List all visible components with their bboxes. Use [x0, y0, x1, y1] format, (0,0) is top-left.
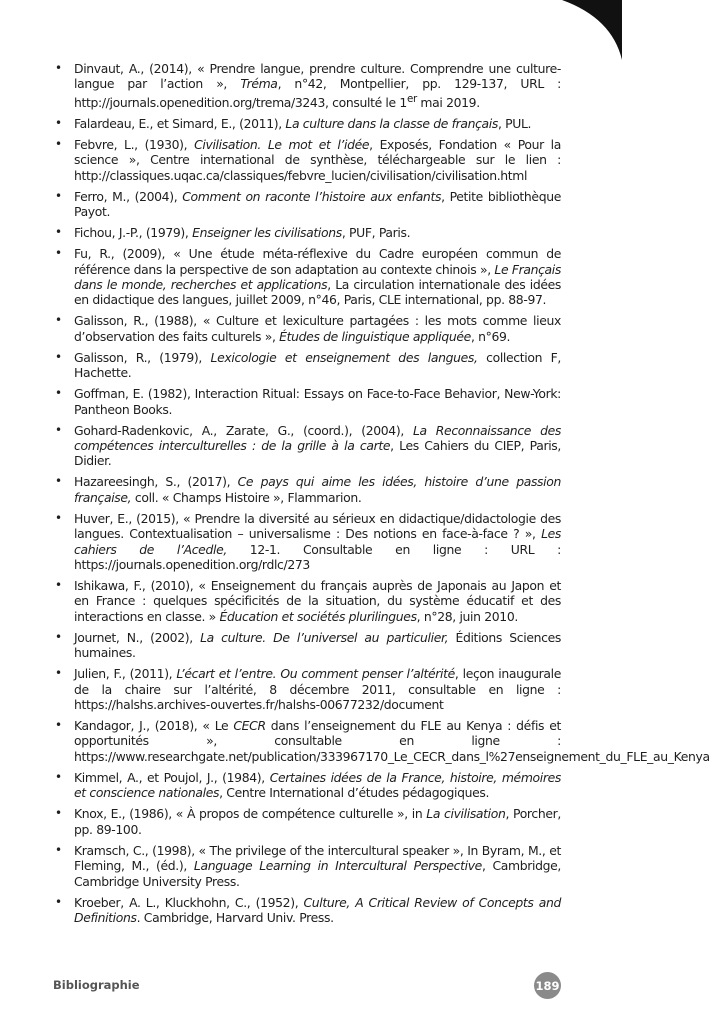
entry-title-italic: Tréma	[240, 76, 278, 92]
bullet-icon: •	[55, 115, 62, 130]
entry-title-italic: Les cahiers de l’Acedle,	[74, 526, 561, 557]
entry-text: Dinvaut, A., (2014), « Prendre langue, prendre culture. Comprendre une culture-langue par l’action »,	[74, 61, 561, 92]
bullet-icon: •	[55, 474, 62, 489]
entry-text: , Cambridge, Cambridge University Press.	[74, 858, 562, 889]
entry-text: Journet, N., (2002),	[74, 629, 201, 645]
entry-text: collection F, Hachette.	[74, 349, 561, 381]
entry-text: Galisson, R., (1979),	[74, 349, 211, 365]
entry-text: Ishikawa, F., (2010), « Enseignement du français auprès de Japonais au Japon et en France : quelques spécificités de la situation, du système éducatif et des interactions en classe. »	[74, 578, 561, 624]
bibliography-entry	[53, 895, 561, 926]
entry-title-italic: Certaines idées de la France, histoire, mémoires et conscience nationales	[74, 769, 561, 801]
entry-title-italic: Ce pays qui aime les idées, histoire d’une passion française,	[74, 474, 561, 505]
bibliography-entry	[53, 137, 561, 183]
bibliography-entry	[53, 350, 561, 381]
bibliography-entry	[53, 313, 561, 344]
bullet-icon: •	[55, 718, 62, 733]
entry-text: Knox, E., (1986), « À propos de compétence culturelle », in	[74, 806, 427, 822]
bibliography-entry	[53, 511, 561, 573]
entry-text: Kandagor, J., (2018), « Le	[74, 718, 234, 734]
entry-text: , Centre International d’études pédagogiques.	[219, 785, 490, 801]
bibliography-entry	[53, 718, 710, 764]
entry-superscript: er	[406, 92, 417, 105]
bibliography-entry	[53, 423, 561, 469]
entry-text: , n°28, juin 2010.	[416, 608, 518, 624]
entry-title-italic: La Reconnaissance des compétences interculturelles : de la grille à la carte	[74, 422, 561, 453]
bullet-icon: •	[55, 349, 62, 364]
entry-text: , Exposés, Fondation « Pour la science », Centre international de synthèse, téléchargeable sur le lien : http://classiques.uqac.ca/classiques/febvre_lucien/civilisation/civilisation.html	[74, 136, 562, 183]
bullet-icon: •	[55, 61, 62, 75]
entry-text: . Cambridge, Harvard Univ. Press.	[136, 909, 334, 925]
entry-title-italic: Éducation et sociétés plurilingues	[219, 608, 417, 624]
entry-title-italic: L’écart et l’entre. Ou comment penser l’altérité	[176, 666, 455, 682]
bibliography-entry	[53, 806, 561, 837]
entry-title-italic: Civilisation. Le mot et l’idée	[194, 136, 370, 152]
entry-text: , PUF, Paris.	[341, 225, 411, 241]
entry-text: Fu, R., (2009), « Une étude méta-réflexive du Cadre européen commun de référence dans la perspective de son adaptation au contexte chinois »,	[74, 246, 561, 277]
entry-text: Kimmel, A., et Poujol, J., (1984),	[74, 769, 270, 785]
entry-text: , n°69.	[470, 328, 511, 344]
bibliography-list	[53, 61, 710, 931]
bibliography-entry	[53, 246, 561, 308]
bibliography-entry	[53, 116, 561, 131]
entry-text: Gohard-Radenkovic, A., Zarate, G., (coord.), (2004),	[74, 422, 413, 438]
entry-text: Huver, E., (2015), « Prendre la diversité au sérieux en didactique/didactologie des langues. Contextualisation – universalisme : Des notions en face-à-face ? »,	[74, 510, 561, 542]
entry-text: coll. « Champs Histoire », Flammarion.	[131, 489, 362, 505]
bibliography-entry	[53, 666, 561, 712]
bullet-icon: •	[55, 578, 62, 593]
entry-text: Kroeber, A. L., Kluckhohn, C., (1952),	[74, 894, 304, 910]
bibliography-entry	[53, 578, 561, 624]
bibliography-entry	[53, 474, 561, 505]
entry-text: Éditions Sciences humaines.	[74, 629, 561, 661]
bullet-icon: •	[55, 510, 62, 525]
bibliography-entry	[53, 770, 561, 801]
entry-text: , Les Cahiers du CIEP, Paris, Didier.	[74, 438, 561, 469]
bullet-icon: •	[55, 188, 62, 203]
bullet-icon: •	[55, 422, 62, 437]
bullet-icon: •	[55, 666, 62, 681]
bibliography-entry	[53, 61, 561, 110]
entry-text: Fichou, J.-P., (1979),	[74, 225, 193, 241]
corner-decoration	[562, 0, 622, 60]
entry-title-italic: La culture dans la classe de français	[285, 115, 498, 131]
entry-text: Febvre, L., (1930),	[74, 136, 195, 152]
entry-text: Kramsch, C., (1998), « The privilege of the intercultural speaker », In Byram, M., et Fleming, M., (éd.),	[74, 842, 561, 874]
bullet-icon: •	[55, 842, 62, 857]
entry-text: 12-1. Consultable en ligne : URL : https://journals.openedition.org/rdlc/273	[74, 541, 562, 573]
bullet-icon: •	[55, 225, 62, 240]
bullet-icon: •	[55, 246, 62, 261]
entry-title-italic: CECR	[233, 718, 266, 734]
entry-text: Goffman, E. (1982), Interaction Ritual: Essays on Face-to-Face Behavior, New-York: Pantheon Books.	[74, 386, 561, 417]
bibliography-entry	[53, 189, 561, 220]
bullet-icon: •	[55, 629, 62, 644]
bibliography-entry	[53, 225, 561, 240]
entry-text: , PUL.	[497, 115, 532, 131]
bullet-icon: •	[55, 806, 62, 821]
entry-text: dans l’enseignement du FLE au Kenya : défis et opportunités », consultable en ligne : https://www.researchgate.net/publication/333967170_Le_CECR_dans_l%27enseignement_du_FLE_au_Kenya	[74, 718, 710, 764]
entry-title-italic: Language Learning in Intercultural Perspective	[193, 858, 482, 874]
bibliography-entry	[53, 386, 561, 417]
bullet-icon: •	[55, 136, 62, 151]
entry-text: , Petite bibliothèque Payot.	[74, 188, 561, 220]
bullet-icon: •	[55, 313, 62, 328]
entry-text: , leçon inaugurale de la chaire sur l’altérité, 8 décembre 2011, consultable en ligne : https://halshs.archives-ouvertes.fr/halshs-00677232/document	[74, 666, 562, 713]
bullet-icon: •	[55, 386, 62, 401]
entry-title-italic: Enseigner les civilisations	[192, 225, 342, 241]
entry-text: , n°42, Montpellier, pp. 129-137, URL : http://journals.openedition.org/trema/3243, consulté le 1	[74, 76, 561, 110]
entry-title-italic: Le Français dans le monde, recherches et applications	[74, 261, 561, 292]
bullet-icon: •	[55, 894, 62, 909]
bibliography-entry	[53, 843, 561, 889]
entry-title-italic: Culture, A Critical Review of Concepts and Definitions	[74, 894, 561, 925]
entry-text: Ferro, M., (2004),	[74, 188, 183, 204]
entry-title-italic: Études de linguistique appliquée	[279, 328, 471, 344]
bullet-icon: •	[55, 769, 62, 784]
entry-text: , Porcher, pp. 89-100.	[74, 806, 561, 837]
entry-title-italic: La culture. De l’universel au particulier,	[200, 629, 449, 645]
entry-text: Falardeau, E., et Simard, E., (2011),	[74, 115, 286, 131]
entry-text: Galisson, R., (1988), « Culture et lexiculture partagées : les mots comme lieux d’observation des faits culturels »,	[74, 313, 561, 344]
entry-text: Julien, F., (2011),	[74, 666, 177, 682]
entry-text: mai 2019.	[416, 94, 480, 110]
entry-text: Hazareesingh, S., (2017),	[74, 474, 238, 490]
entry-title-italic: Comment on raconte l’histoire aux enfants	[182, 188, 442, 204]
bibliography-entry	[53, 630, 561, 661]
footer-section-label: Bibliographie	[53, 978, 140, 992]
entry-text: , La circulation internationale des idées en didactique des langues, juillet 2009, n°46, Paris, CLE international, pp. 88-97.	[74, 276, 561, 308]
page-number-badge: 189	[534, 972, 561, 999]
entry-title-italic: La civilisation	[426, 806, 506, 822]
entry-title-italic: Lexicologie et enseignement des langues,	[210, 349, 478, 365]
